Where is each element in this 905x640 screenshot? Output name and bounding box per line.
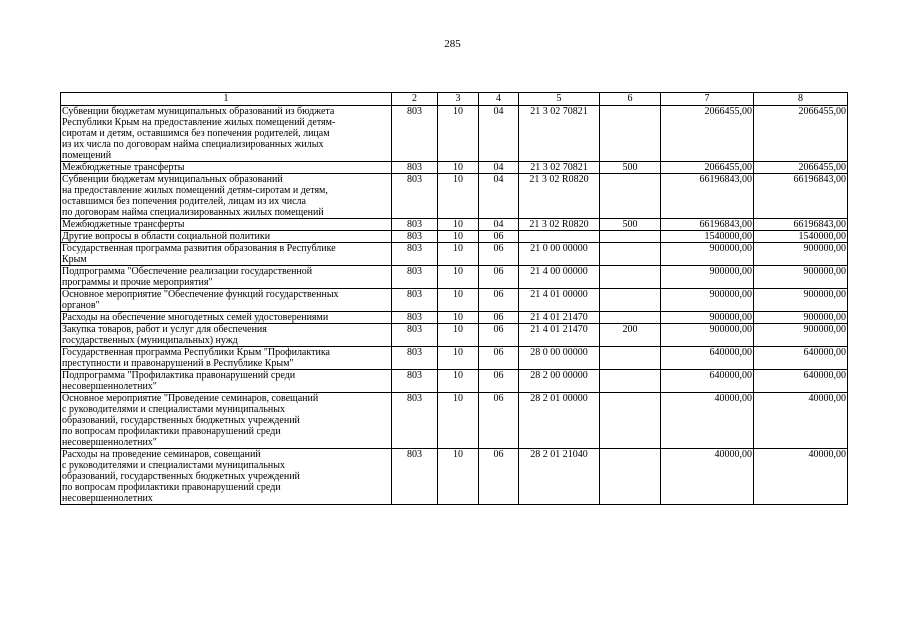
amount-col8-cell: 40000,00 [754,393,848,449]
column-header-6: 6 [600,93,661,106]
expense-type-cell [600,174,661,219]
section-code-cell: 10 [438,289,479,312]
table-row [61,231,848,243]
column-header-5: 5 [519,93,600,106]
row-name-cell: Основное мероприятие "Обеспечение функций государственных органов" [61,289,392,312]
amount-col7-cell: 2066455,00 [661,106,754,162]
section-code-cell: 10 [438,231,479,243]
row-name-cell: Подпрограмма "Профилактика правонарушений среди несовершеннолетних" [61,370,392,393]
amount-col8-cell: 66196843,00 [754,219,848,231]
amount-col8-cell: 2066455,00 [754,106,848,162]
row-name-cell: Субвенции бюджетам муниципальных образований на предоставление жилых помещений детям-сиротам и детям, оставшимся без попечения родителей, лицам из их числа по договорам найма специализированных жилых помещений [61,174,392,219]
column-header-1: 1 [61,93,392,106]
ministry-code-cell: 803 [392,289,438,312]
target-article-cell: 21 4 01 21470 [519,324,600,347]
ministry-code-cell: 803 [392,347,438,370]
target-article-cell: 21 4 01 21470 [519,312,600,324]
amount-col7-cell: 640000,00 [661,347,754,370]
target-article-cell: 21 4 01 00000 [519,289,600,312]
row-name-cell: Расходы на обеспечение многодетных семей удостоверениями [61,312,392,324]
subsection-code-cell: 06 [479,324,519,347]
ministry-code-cell: 803 [392,370,438,393]
target-article-cell: 28 2 01 00000 [519,393,600,449]
section-code-cell: 10 [438,393,479,449]
section-code-cell: 10 [438,219,479,231]
subsection-code-cell: 06 [479,243,519,266]
amount-col8-cell: 40000,00 [754,449,848,505]
subsection-code-cell: 06 [479,393,519,449]
amount-col7-cell: 40000,00 [661,449,754,505]
ministry-code-cell: 803 [392,219,438,231]
row-name-cell: Государственная программа Республики Крым "Профилактика преступности и правонарушений в Республике Крым" [61,347,392,370]
target-article-cell: 28 2 00 00000 [519,370,600,393]
table-row [61,162,848,174]
amount-col7-cell: 900000,00 [661,312,754,324]
expense-type-cell [600,393,661,449]
column-header-3: 3 [438,93,479,106]
subsection-code-cell: 04 [479,106,519,162]
subsection-code-cell: 06 [479,370,519,393]
table-body [61,106,848,505]
target-article-cell: 21 3 02 R0820 [519,174,600,219]
row-name-cell: Другие вопросы в области социальной политики [61,231,392,243]
row-name-cell: Государственная программа развития образования в Республике Крым [61,243,392,266]
table-row [61,312,848,324]
ministry-code-cell: 803 [392,106,438,162]
table-row [61,219,848,231]
section-code-cell: 10 [438,174,479,219]
section-code-cell: 10 [438,243,479,266]
amount-col8-cell: 1540000,00 [754,231,848,243]
table-row [61,347,848,370]
table-row [61,266,848,289]
expense-type-cell [600,106,661,162]
row-name-cell: Межбюджетные трансферты [61,219,392,231]
ministry-code-cell: 803 [392,312,438,324]
section-code-cell: 10 [438,312,479,324]
amount-col7-cell: 900000,00 [661,266,754,289]
ministry-code-cell: 803 [392,162,438,174]
table-row [61,449,848,505]
subsection-code-cell: 06 [479,449,519,505]
row-name-cell: Субвенции бюджетам муниципальных образований из бюджета Республики Крым на предоставление жилых помещений детям- сиротам и детям, оставшимся без попечения родителей, лицам из их числа по договорам найма специализированных жилых помещений [61,106,392,162]
page-number: 285 [444,38,461,50]
expense-type-cell [600,289,661,312]
table-header-row [61,93,848,106]
ministry-code-cell: 803 [392,449,438,505]
amount-col7-cell: 2066455,00 [661,162,754,174]
table-row [61,174,848,219]
amount-col8-cell: 640000,00 [754,370,848,393]
budget-table [60,92,848,505]
ministry-code-cell: 803 [392,174,438,219]
amount-col7-cell: 1540000,00 [661,231,754,243]
row-name-cell: Закупка товаров, работ и услуг для обеспечения государственных (муниципальных) нужд [61,324,392,347]
section-code-cell: 10 [438,162,479,174]
target-article-cell: 21 4 00 00000 [519,266,600,289]
section-code-cell: 10 [438,106,479,162]
expense-type-cell [600,312,661,324]
section-code-cell: 10 [438,449,479,505]
amount-col8-cell: 640000,00 [754,347,848,370]
column-header-4: 4 [479,93,519,106]
table-row [61,243,848,266]
amount-col7-cell: 900000,00 [661,289,754,312]
subsection-code-cell: 04 [479,219,519,231]
table-row [61,393,848,449]
target-article-cell: 28 0 00 00000 [519,347,600,370]
expense-type-cell: 500 [600,162,661,174]
subsection-code-cell: 04 [479,162,519,174]
expense-type-cell [600,449,661,505]
table-row [61,370,848,393]
expense-type-cell [600,231,661,243]
expense-type-cell [600,347,661,370]
amount-col8-cell: 900000,00 [754,324,848,347]
section-code-cell: 10 [438,266,479,289]
expense-type-cell: 500 [600,219,661,231]
amount-col7-cell: 900000,00 [661,324,754,347]
ministry-code-cell: 803 [392,324,438,347]
expense-type-cell [600,370,661,393]
ministry-code-cell: 803 [392,231,438,243]
target-article-cell [519,231,600,243]
section-code-cell: 10 [438,324,479,347]
subsection-code-cell: 06 [479,312,519,324]
target-article-cell: 21 3 02 70821 [519,106,600,162]
row-name-cell: Подпрограмма "Обеспечение реализации государственной программы и прочие мероприятия" [61,266,392,289]
target-article-cell: 21 3 02 R0820 [519,219,600,231]
subsection-code-cell: 04 [479,174,519,219]
section-code-cell: 10 [438,347,479,370]
column-header-7: 7 [661,93,754,106]
section-code-cell: 10 [438,370,479,393]
subsection-code-cell: 06 [479,266,519,289]
subsection-code-cell: 06 [479,231,519,243]
target-article-cell: 21 3 02 70821 [519,162,600,174]
expense-type-cell [600,266,661,289]
row-name-cell: Расходы на проведение семинаров, совещаний с руководителями и специалистами муниципальных образований, государственных бюджетных учреждений по вопросам профилактики правонарушений среди несовершеннолетних [61,449,392,505]
table-row [61,106,848,162]
column-header-2: 2 [392,93,438,106]
table-row [61,324,848,347]
amount-col7-cell: 640000,00 [661,370,754,393]
expense-type-cell: 200 [600,324,661,347]
target-article-cell: 21 0 00 00000 [519,243,600,266]
subsection-code-cell: 06 [479,347,519,370]
column-header-8: 8 [754,93,848,106]
amount-col8-cell: 900000,00 [754,266,848,289]
row-name-cell: Межбюджетные трансферты [61,162,392,174]
subsection-code-cell: 06 [479,289,519,312]
amount-col8-cell: 900000,00 [754,312,848,324]
amount-col8-cell: 2066455,00 [754,162,848,174]
amount-col8-cell: 900000,00 [754,243,848,266]
ministry-code-cell: 803 [392,243,438,266]
expense-type-cell [600,243,661,266]
amount-col7-cell: 66196843,00 [661,219,754,231]
row-name-cell: Основное мероприятие "Проведение семинаров, совещаний с руководителями и специалистами муниципальных образований, государственных бюджетных учреждений по вопросам профилактики правонарушений среди несовершеннолетних" [61,393,392,449]
amount-col8-cell: 66196843,00 [754,174,848,219]
amount-col7-cell: 900000,00 [661,243,754,266]
amount-col8-cell: 900000,00 [754,289,848,312]
target-article-cell: 28 2 01 21040 [519,449,600,505]
amount-col7-cell: 40000,00 [661,393,754,449]
amount-col7-cell: 66196843,00 [661,174,754,219]
ministry-code-cell: 803 [392,266,438,289]
ministry-code-cell: 803 [392,393,438,449]
table-row [61,289,848,312]
